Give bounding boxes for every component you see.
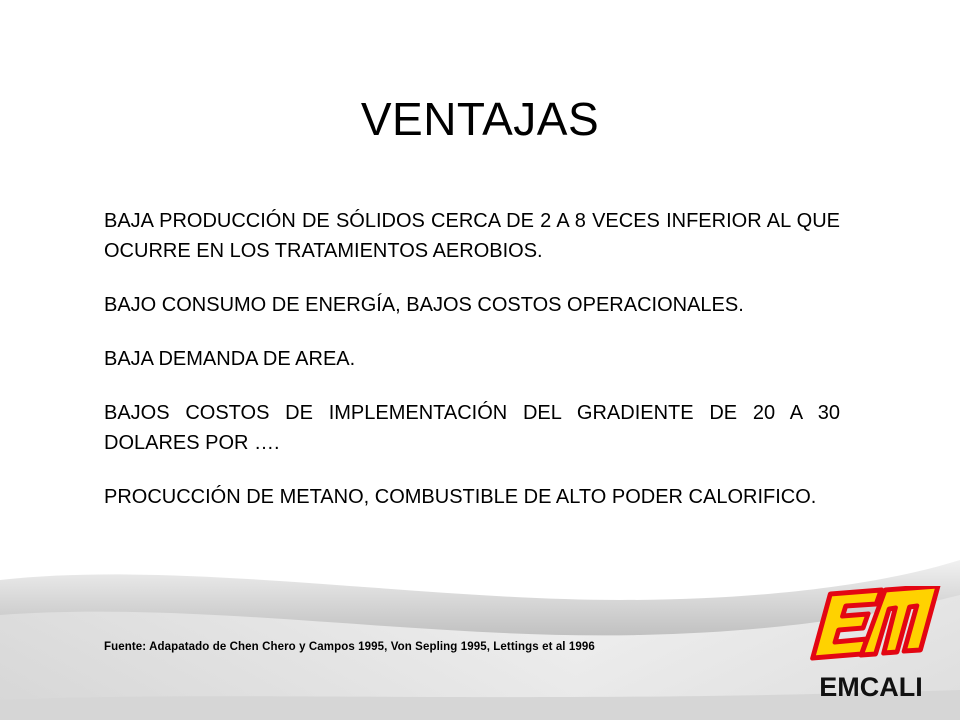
advantage-item: BAJO CONSUMO DE ENERGÍA, BAJOS COSTOS OPERACIONALES. [104, 294, 744, 316]
advantages-list [104, 206, 840, 536]
advantage-item: BAJA DEMANDA DE AREA. [104, 348, 356, 370]
advantage-item: BAJOS COSTOS DE IMPLEMENTACIÓN DEL GRADIENTE DE 20 A 30 DOLARES POR …. [104, 402, 840, 454]
advantage-item: PROCUCCIÓN DE METANO, COMBUSTIBLE DE ALTO PODER CALORIFICO. [104, 486, 817, 508]
source-citation: Fuente: Adapatado de Chen Chero y Campos 1995, Von Sepling 1995, Lettings et al 1996 [104, 641, 595, 653]
logo-wordmark: EMCALI [819, 672, 923, 702]
advantage-item: BAJA PRODUCCIÓN DE SÓLIDOS CERCA DE 2 A 8 VECES INFERIOR AL QUE OCURRE EN LOS TRATAMIENTOS AEROBIOS. [104, 210, 840, 262]
slide-title: VENTAJAS [360, 93, 600, 145]
